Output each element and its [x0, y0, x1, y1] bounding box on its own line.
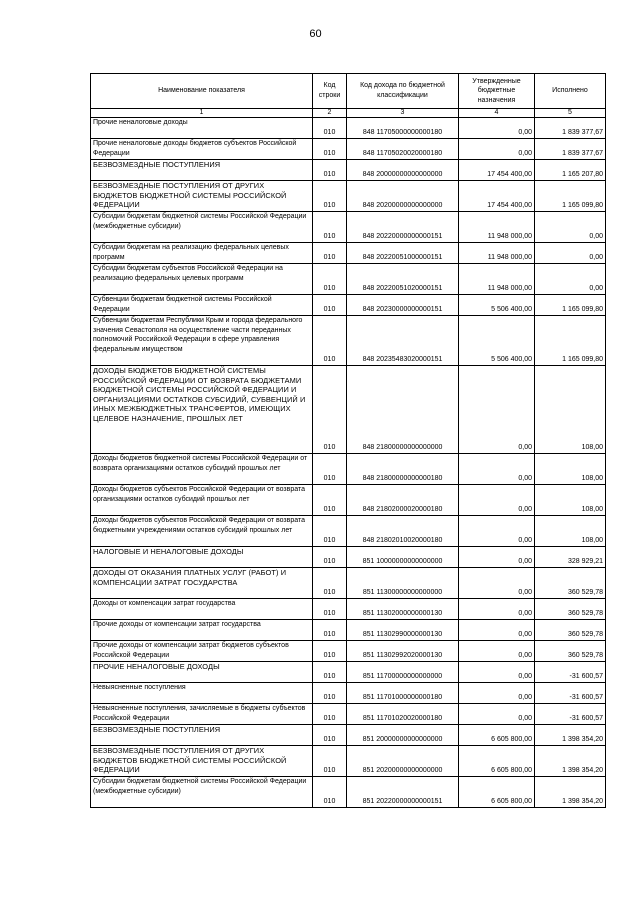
row-income-code: 851 20000000000000000 — [347, 725, 459, 746]
row-name: Прочие доходы от компенсации затрат государства — [91, 620, 313, 641]
row-name: ДОХОДЫ БЮДЖЕТОВ БЮДЖЕТНОЙ СИСТЕМЫ РОССИЙСКОЙ ФЕДЕРАЦИИ ОТ ВОЗВРАТА БЮДЖЕТАМИ БЮДЖЕТНОЙ СИСТЕМЫ РОССИЙСКОЙ ФЕДЕРАЦИИ И ОРГАНИЗАЦИЯМИ ОСТАТКОВ СУБСИДИЙ, СУБВЕНЦИЙ И ИНЫХ МЕЖБЮДЖЕТНЫХ ТРАНСФЕРТОВ, ИМЕЮЩИХ ЦЕЛЕВОЕ НАЗНАЧЕНИЕ, ПРОШЛЫХ ЛЕТ — [91, 366, 313, 454]
row-income-code: 851 20220000000000151 — [347, 777, 459, 808]
row-approved: 0,00 — [459, 599, 535, 620]
table-row — [91, 454, 606, 485]
row-income-code: 851 11302992020000130 — [347, 641, 459, 662]
column-number: 2 — [313, 109, 347, 118]
column-number: 5 — [535, 109, 606, 118]
row-name: ДОХОДЫ ОТ ОКАЗАНИЯ ПЛАТНЫХ УСЛУГ (РАБОТ) И КОМПЕНСАЦИИ ЗАТРАТ ГОСУДАРСТВА — [91, 568, 313, 599]
row-line-code: 010 — [313, 599, 347, 620]
row-name: Доходы от компенсации затрат государства — [91, 599, 313, 620]
row-name: БЕЗВОЗМЕЗДНЫЕ ПОСТУПЛЕНИЯ ОТ ДРУГИХ БЮДЖЕТОВ БЮДЖЕТНОЙ СИСТЕМЫ РОССИЙСКОЙ ФЕДЕРАЦИИ — [91, 181, 313, 212]
row-approved: 0,00 — [459, 620, 535, 641]
row-name: Доходы бюджетов субъектов Российской Федерации от возврата организациями остатков субсидий прошлых лет — [91, 485, 313, 516]
row-name: БЕЗВОЗМЕЗДНЫЕ ПОСТУПЛЕНИЯ — [91, 725, 313, 746]
column-number-row — [91, 109, 606, 118]
column-number: 3 — [347, 109, 459, 118]
row-income-code: 848 20200000000000000 — [347, 181, 459, 212]
row-executed: 1 165 207,80 — [535, 160, 606, 181]
row-income-code: 848 20220051000000151 — [347, 243, 459, 264]
row-approved: 11 948 000,00 — [459, 212, 535, 243]
row-income-code: 848 21802000020000180 — [347, 485, 459, 516]
table-row — [91, 160, 606, 181]
row-name: Прочие доходы от компенсации затрат бюджетов субъектов Российской Федерации — [91, 641, 313, 662]
table-row — [91, 725, 606, 746]
row-name: Субвенции бюджетам бюджетной системы Российской Федерации — [91, 295, 313, 316]
row-line-code: 010 — [313, 662, 347, 683]
row-approved: 6 605 800,00 — [459, 746, 535, 777]
table-row — [91, 620, 606, 641]
row-executed: 1 839 377,67 — [535, 139, 606, 160]
table-row — [91, 516, 606, 547]
table-row — [91, 316, 606, 366]
row-executed: 1 398 354,20 — [535, 746, 606, 777]
row-approved: 0,00 — [459, 454, 535, 485]
row-executed: 360 529,78 — [535, 641, 606, 662]
row-executed: 108,00 — [535, 454, 606, 485]
row-income-code: 851 20200000000000000 — [347, 746, 459, 777]
row-line-code: 010 — [313, 295, 347, 316]
row-name: НАЛОГОВЫЕ И НЕНАЛОГОВЫЕ ДОХОДЫ — [91, 547, 313, 568]
row-name: Доходы бюджетов субъектов Российской Федерации от возврата бюджетными учреждениями остатков субсидий прошлых лет — [91, 516, 313, 547]
row-name: ПРОЧИЕ НЕНАЛОГОВЫЕ ДОХОДЫ — [91, 662, 313, 683]
row-executed: -31 600,57 — [535, 704, 606, 725]
row-name: БЕЗВОЗМЕЗДНЫЕ ПОСТУПЛЕНИЯ — [91, 160, 313, 181]
column-number: 1 — [91, 109, 313, 118]
row-line-code: 010 — [313, 746, 347, 777]
header-executed: Исполнено — [535, 74, 606, 109]
row-executed: 1 165 099,80 — [535, 316, 606, 366]
row-executed: 360 529,78 — [535, 568, 606, 599]
table-row — [91, 264, 606, 295]
row-name: Невыясненные поступления, зачисляемые в бюджеты субъектов Российской Федерации — [91, 704, 313, 725]
row-approved: 0,00 — [459, 641, 535, 662]
row-approved: 5 506 400,00 — [459, 316, 535, 366]
row-line-code: 010 — [313, 725, 347, 746]
row-executed: 328 929,21 — [535, 547, 606, 568]
table-body — [91, 118, 606, 808]
row-approved: 6 605 800,00 — [459, 777, 535, 808]
row-line-code: 010 — [313, 139, 347, 160]
row-line-code: 010 — [313, 454, 347, 485]
row-name: Субвенции бюджетам Республики Крым и города федерального значения Севастополя на осуществление части переданных полномочий Российской Федерации в сфере управления федеральным имуществом — [91, 316, 313, 366]
row-approved: 6 605 800,00 — [459, 725, 535, 746]
row-line-code: 010 — [313, 181, 347, 212]
row-executed: -31 600,57 — [535, 662, 606, 683]
row-income-code: 848 21800000000000180 — [347, 454, 459, 485]
row-income-code: 851 10000000000000000 — [347, 547, 459, 568]
row-income-code: 851 11701000000000180 — [347, 683, 459, 704]
row-executed: 1 398 354,20 — [535, 777, 606, 808]
row-name: Невыясненные поступления — [91, 683, 313, 704]
table-row — [91, 777, 606, 808]
row-line-code: 010 — [313, 118, 347, 139]
row-approved: 17 454 400,00 — [459, 181, 535, 212]
row-name: Доходы бюджетов бюджетной системы Российской Федерации от возврата организациями остатков субсидий прошлых лет — [91, 454, 313, 485]
table-row — [91, 641, 606, 662]
row-line-code: 010 — [313, 366, 347, 454]
row-line-code: 010 — [313, 243, 347, 264]
row-approved: 11 948 000,00 — [459, 264, 535, 295]
row-executed: 108,00 — [535, 366, 606, 454]
row-line-code: 010 — [313, 568, 347, 599]
row-income-code: 851 11302990000000130 — [347, 620, 459, 641]
row-income-code: 848 20220051020000151 — [347, 264, 459, 295]
row-approved: 0,00 — [459, 139, 535, 160]
row-executed: 0,00 — [535, 212, 606, 243]
row-approved: 17 454 400,00 — [459, 160, 535, 181]
row-approved: 0,00 — [459, 662, 535, 683]
row-income-code: 851 11302000000000130 — [347, 599, 459, 620]
row-name: Субсидии бюджетам субъектов Российской Федерации на реализацию федеральных целевых программ — [91, 264, 313, 295]
row-name: Прочие неналоговые доходы — [91, 118, 313, 139]
table-row — [91, 366, 606, 454]
row-name: Субсидии бюджетам на реализацию федеральных целевых программ — [91, 243, 313, 264]
row-approved: 0,00 — [459, 118, 535, 139]
row-name: Субсидии бюджетам бюджетной системы Российской Федерации (межбюджетные субсидии) — [91, 212, 313, 243]
table-row — [91, 181, 606, 212]
row-line-code: 010 — [313, 316, 347, 366]
row-line-code: 010 — [313, 264, 347, 295]
row-income-code: 851 11300000000000000 — [347, 568, 459, 599]
row-line-code: 010 — [313, 704, 347, 725]
header-name: Наименование показателя — [91, 74, 313, 109]
table-row — [91, 746, 606, 777]
row-line-code: 010 — [313, 641, 347, 662]
row-executed: 0,00 — [535, 243, 606, 264]
row-income-code: 848 11705000000000180 — [347, 118, 459, 139]
revenue-report-table — [90, 73, 606, 808]
row-approved: 0,00 — [459, 366, 535, 454]
row-income-code: 851 11700000000000000 — [347, 662, 459, 683]
table-row — [91, 683, 606, 704]
table-row — [91, 243, 606, 264]
row-executed: 1 165 099,80 — [535, 295, 606, 316]
table-row — [91, 139, 606, 160]
table-row — [91, 118, 606, 139]
row-approved: 0,00 — [459, 704, 535, 725]
row-approved: 0,00 — [459, 516, 535, 547]
table-row — [91, 568, 606, 599]
row-line-code: 010 — [313, 485, 347, 516]
row-income-code: 848 20230000000000151 — [347, 295, 459, 316]
row-approved: 0,00 — [459, 568, 535, 599]
row-income-code: 848 21800000000000000 — [347, 366, 459, 454]
row-income-code: 848 21802010020000180 — [347, 516, 459, 547]
table-row — [91, 547, 606, 568]
table-row — [91, 599, 606, 620]
table-row — [91, 295, 606, 316]
header-code: Код строки — [313, 74, 347, 109]
row-executed: 360 529,78 — [535, 620, 606, 641]
row-line-code: 010 — [313, 547, 347, 568]
table-row — [91, 212, 606, 243]
row-executed: 108,00 — [535, 485, 606, 516]
row-executed: 1 398 354,20 — [535, 725, 606, 746]
row-income-code: 848 20000000000000000 — [347, 160, 459, 181]
row-line-code: 010 — [313, 160, 347, 181]
table-header — [91, 74, 606, 118]
row-executed: 0,00 — [535, 264, 606, 295]
header-income-code: Код дохода по бюджетной классификации — [347, 74, 459, 109]
row-line-code: 010 — [313, 620, 347, 641]
row-approved: 5 506 400,00 — [459, 295, 535, 316]
row-income-code: 848 20220000000000151 — [347, 212, 459, 243]
table-row — [91, 704, 606, 725]
row-executed: 1 839 377,67 — [535, 118, 606, 139]
row-executed: -31 600,57 — [535, 683, 606, 704]
row-line-code: 010 — [313, 683, 347, 704]
column-number: 4 — [459, 109, 535, 118]
row-line-code: 010 — [313, 777, 347, 808]
table-row — [91, 662, 606, 683]
row-approved: 0,00 — [459, 485, 535, 516]
row-name: Прочие неналоговые доходы бюджетов субъектов Российской Федерации — [91, 139, 313, 160]
row-line-code: 010 — [313, 516, 347, 547]
row-executed: 108,00 — [535, 516, 606, 547]
row-approved: 11 948 000,00 — [459, 243, 535, 264]
row-approved: 0,00 — [459, 683, 535, 704]
table-row — [91, 485, 606, 516]
row-income-code: 851 11701020020000180 — [347, 704, 459, 725]
row-income-code: 848 11705020020000180 — [347, 139, 459, 160]
row-name: Субсидии бюджетам бюджетной системы Российской Федерации (межбюджетные субсидии) — [91, 777, 313, 808]
row-line-code: 010 — [313, 212, 347, 243]
header-approved: Утвержденные бюджетные назначения — [459, 74, 535, 109]
row-executed: 1 165 099,80 — [535, 181, 606, 212]
row-executed: 360 529,78 — [535, 599, 606, 620]
row-name: БЕЗВОЗМЕЗДНЫЕ ПОСТУПЛЕНИЯ ОТ ДРУГИХ БЮДЖЕТОВ БЮДЖЕТНОЙ СИСТЕМЫ РОССИЙСКОЙ ФЕДЕРАЦИИ — [91, 746, 313, 777]
row-approved: 0,00 — [459, 547, 535, 568]
row-income-code: 848 20235483020000151 — [347, 316, 459, 366]
page-number: 60 — [309, 28, 322, 40]
